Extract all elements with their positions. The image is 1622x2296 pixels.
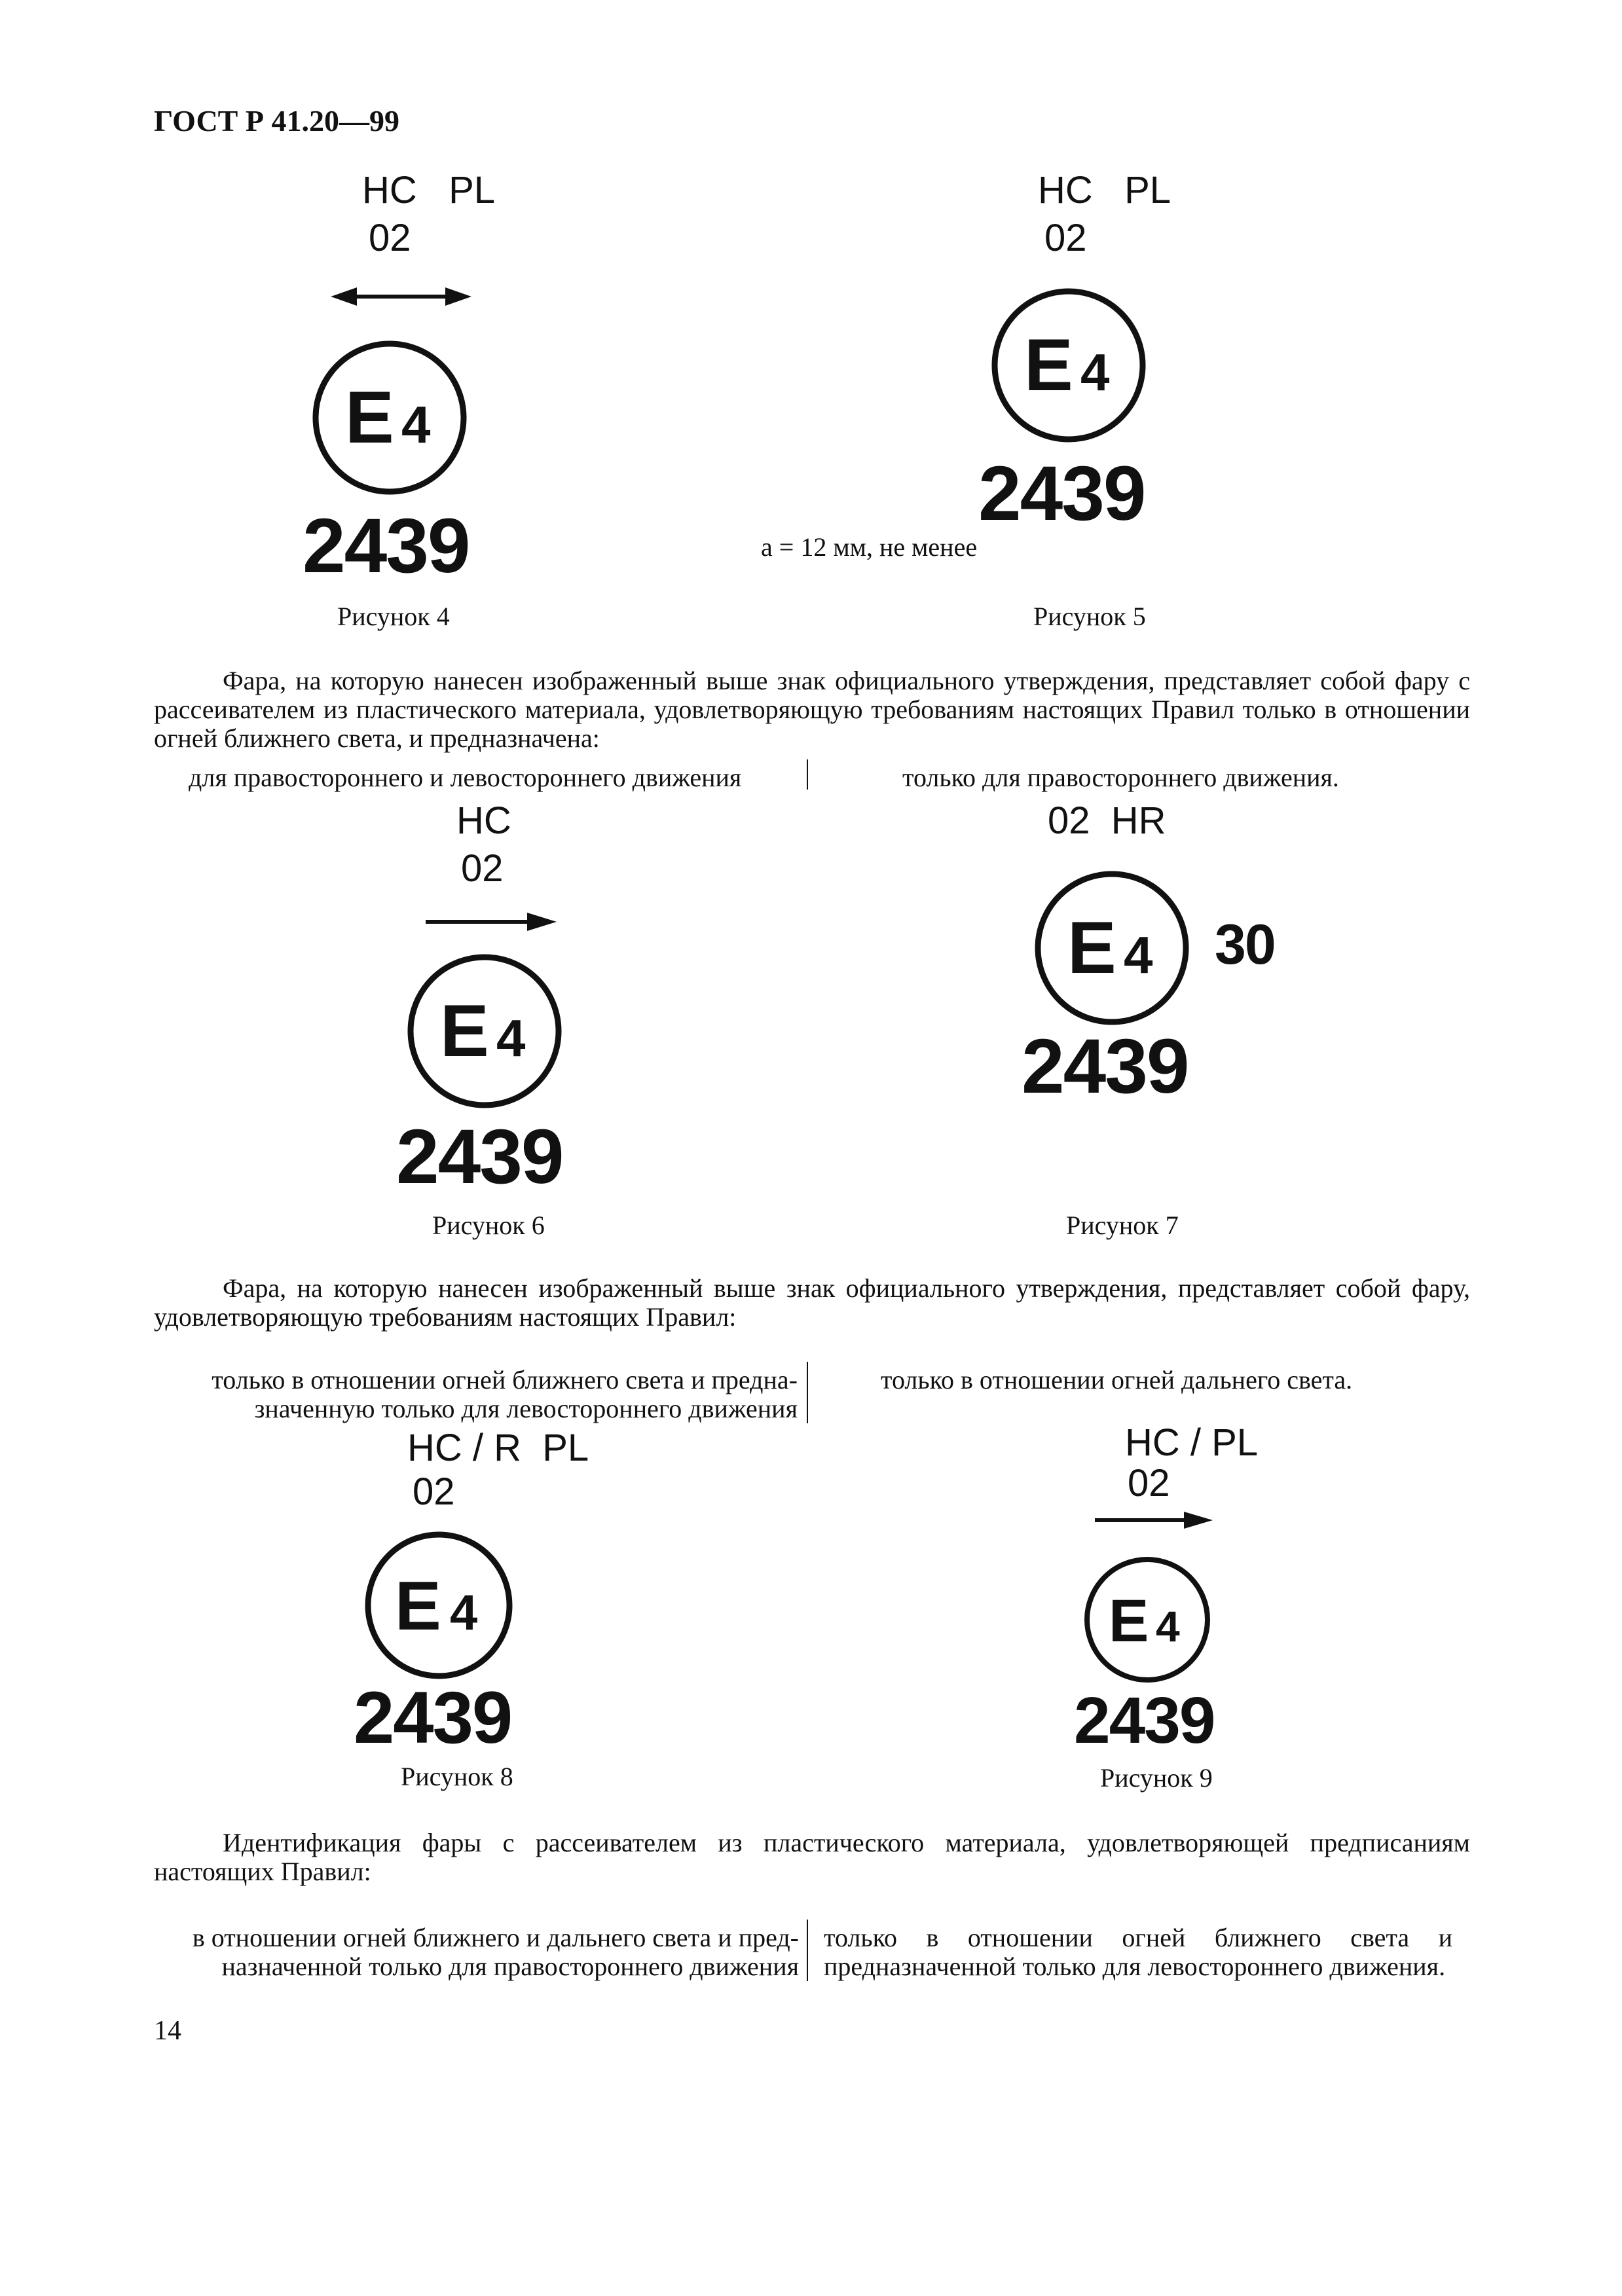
fig9-e-mark-icon — [1082, 1555, 1212, 1685]
fig4-e-letter: E — [345, 376, 394, 458]
fig4-caption: Рисунок 4 — [337, 602, 450, 631]
fig6-category-label: HC — [456, 799, 511, 842]
fig7-e-mark-icon — [1033, 869, 1190, 1027]
para2-right-column: только в отношении огней дальнего света. — [881, 1365, 1353, 1394]
column-divider — [807, 1920, 808, 1981]
fig7-side-number: 30 — [1215, 913, 1275, 976]
fig6-e-letter: E — [440, 990, 489, 1072]
fig4-version-label: 02 — [369, 217, 411, 259]
page-number: 14 — [154, 2016, 181, 2046]
fig6-e-mark-icon — [406, 953, 563, 1110]
document-header: ГОСТ Р 41.20—99 — [154, 104, 399, 137]
para1-left-column: для правостороннего и левостороннего движения — [189, 763, 742, 792]
paragraph-1 — [154, 666, 1470, 753]
para1-right-column: только для правостороннего движения. — [902, 763, 1339, 792]
fig5-category-label: HC PL — [1038, 169, 1171, 211]
fig9-e-number: 4 — [1156, 1602, 1180, 1650]
fig7-caption: Рисунок 7 — [1066, 1211, 1179, 1240]
fig7-e-letter: E — [1067, 907, 1116, 989]
fig4-category-label: HC PL — [362, 169, 496, 211]
fig8-approval-number: 2439 — [354, 1677, 512, 1758]
fig6-right-arrow-icon — [426, 910, 557, 934]
paragraph-3-text: Идентификация фары с рассеивателем из пластического материала, удовлетворяющей предписаниям настоящих Правил: — [154, 1828, 1470, 1886]
fig9-approval-number: 2439 — [1074, 1684, 1215, 1757]
fig9-caption: Рисунок 9 — [1100, 1763, 1213, 1793]
paragraph-3 — [154, 1829, 1470, 1886]
fig9-version-label: 02 — [1128, 1462, 1170, 1504]
para3-left-column: в отношении огней ближнего и дальнего света и пред-назначенной только для правостороннего движения — [192, 1923, 799, 1981]
fig5-e-letter: E — [1024, 324, 1073, 406]
column-divider — [807, 759, 808, 790]
paragraph-1-text: Фара, на которую нанесен изображенный выше знак официального утверждения, представляет собой фару с рассеивателем из пластического материала, удовлетворяющую требованиям настоящих Правил только в отношении огней ближнего света, и предназначена: — [154, 666, 1470, 753]
fig6-version-label: 02 — [461, 847, 504, 890]
fig5-e-number: 4 — [1080, 343, 1110, 401]
fig8-e-number: 4 — [450, 1585, 478, 1641]
fig6-caption: Рисунок 6 — [432, 1211, 545, 1240]
fig5-dimension-note: a = 12 мм, не менее — [761, 532, 978, 562]
fig4-e-mark-icon — [311, 339, 468, 496]
fig7-approval-number: 2439 — [1022, 1023, 1189, 1110]
paragraph-2-text: Фара, на которую нанесен изображенный выше знак официального утверждения, представляет собой фару, удовлетворяющую требованиям настоящих Правил: — [154, 1273, 1470, 1332]
fig8-version-label: 02 — [413, 1470, 455, 1513]
fig7-e-number: 4 — [1124, 926, 1153, 984]
fig6-approval-number: 2439 — [396, 1114, 563, 1200]
fig9-category-label: HC / PL — [1125, 1421, 1259, 1464]
para3-right-column: только в отношении огней ближнего света и предназначенной только для левостороннего движения. — [824, 1923, 1452, 1981]
fig9-e-letter: E — [1109, 1588, 1149, 1654]
column-divider — [807, 1362, 808, 1423]
fig4-double-arrow-icon — [331, 285, 471, 308]
fig8-category-label: HC / R PL — [407, 1427, 589, 1469]
fig7-category-label: 02 HR — [1048, 799, 1166, 842]
para2-left-column: только в отношении огней ближнего света и предна-значенную только для левостороннего движения — [212, 1365, 798, 1423]
fig5-version-label: 02 — [1044, 217, 1087, 259]
fig5-caption: Рисунок 5 — [1033, 602, 1146, 631]
fig4-approval-number: 2439 — [303, 503, 470, 589]
fig8-caption: Рисунок 8 — [401, 1762, 513, 1791]
fig5-e-mark-icon — [990, 287, 1147, 444]
fig5-approval-number: 2439 — [978, 450, 1145, 537]
fig8-e-mark-icon — [363, 1530, 514, 1681]
fig6-e-number: 4 — [496, 1009, 526, 1067]
fig4-e-number: 4 — [401, 395, 431, 454]
fig8-e-letter: E — [395, 1567, 441, 1645]
fig9-right-arrow-icon — [1095, 1509, 1213, 1531]
paragraph-2 — [154, 1274, 1470, 1332]
